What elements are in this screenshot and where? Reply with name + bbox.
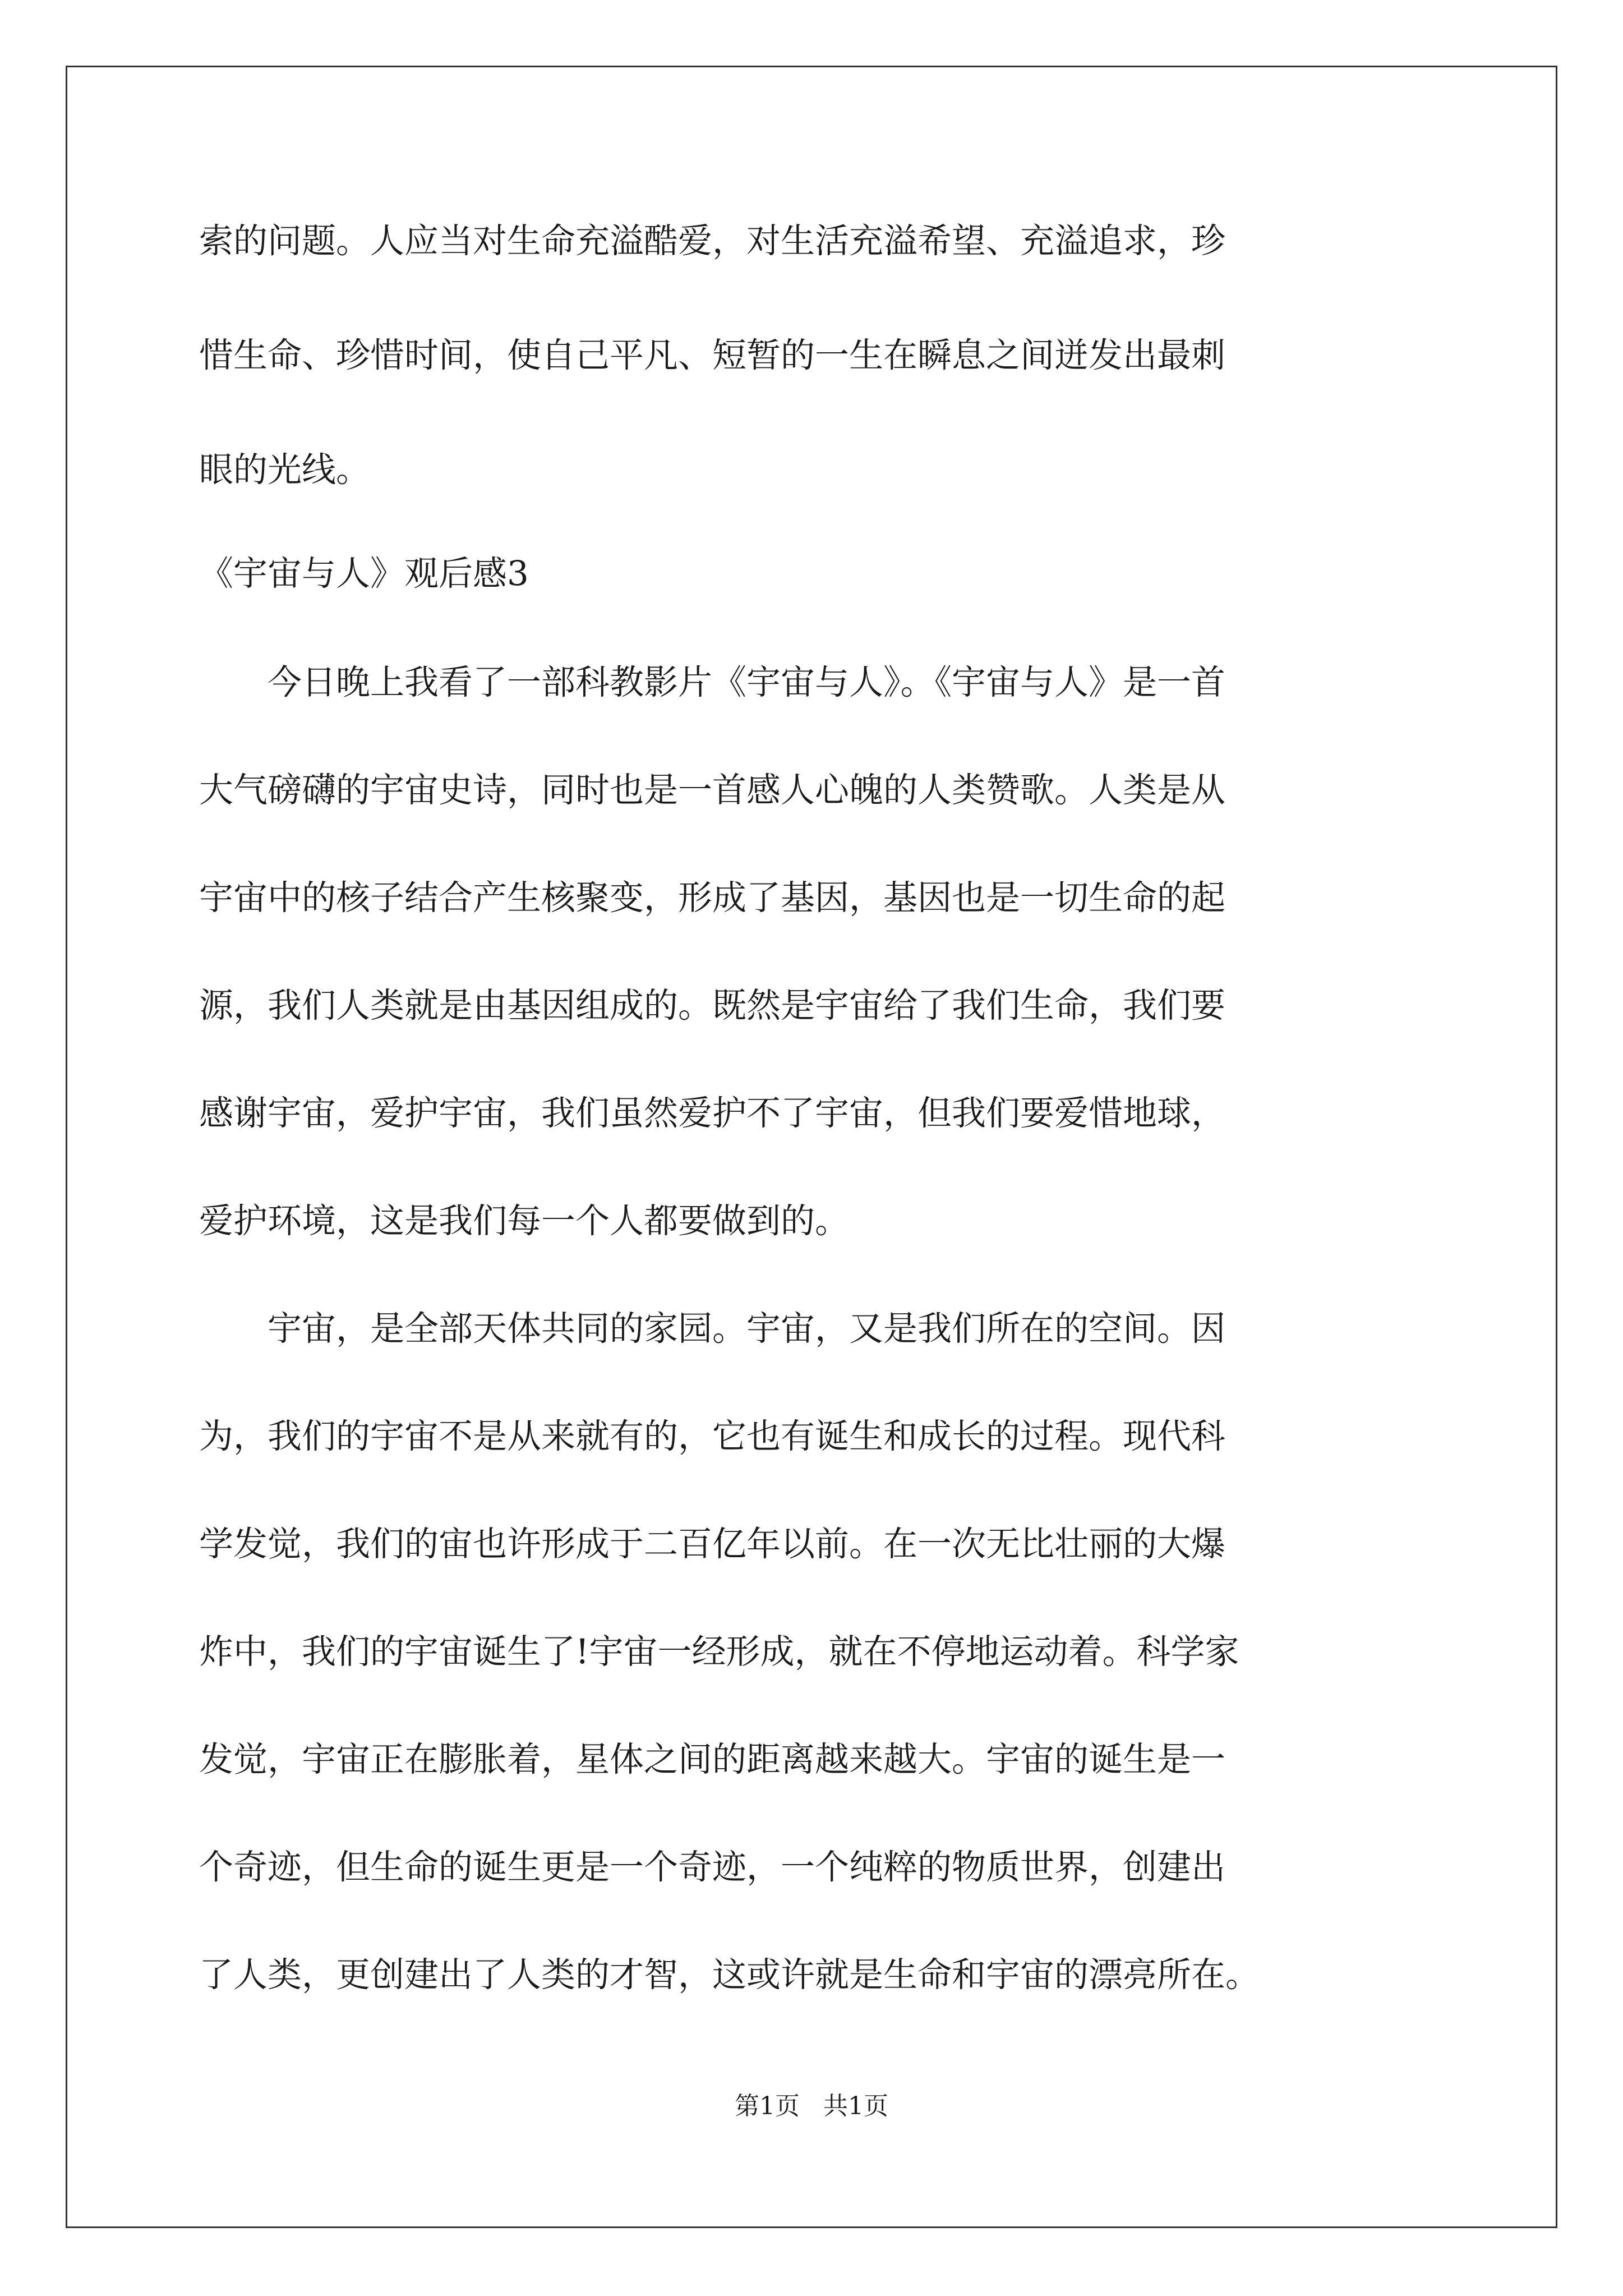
body-line-3: 眼的光线。 [199,450,371,490]
body-line-12: 为，我们的宇宙不是从来就有的，它也有诞生和成长的过程。现代科 [199,1416,1226,1456]
body-line-5: 今日晚上我看了一部科教影片《宇宙与人》。《宇宙与人》是一首 [199,662,1226,702]
body-line-14: 炸中，我们的宇宙诞生了!宇宙一经形成，就在不停地运动着。科学家 [199,1632,1239,1672]
body-line-13: 学发觉，我们的宙也许形成于二百亿年以前。在一次无比壮丽的大爆 [199,1524,1226,1564]
body-line-8: 源，我们人类就是由基因组成的。既然是宇宙给了我们生命，我们要 [199,986,1226,1025]
body-line-17: 了人类，更创建出了人类的才智，这或许就是生命和宇宙的漂亮所在。 [199,1955,1260,1995]
page-number-footer: 第1页 共1页 [735,2092,888,2120]
body-line-6: 大气磅礴的宇宙史诗，同时也是一首感人心魄的人类赞歌。人类是从 [199,770,1226,810]
body-line-2: 惜生命、珍惜时间，使自己平凡、短暂的一生在瞬息之间迸发出最刺 [199,335,1226,375]
body-line-15: 发觉，宇宙正在膨胀着，星体之间的距离越来越大。宇宙的诞生是一 [199,1740,1226,1779]
body-line-9: 感谢宇宙，爱护宇宙，我们虽然爱护不了宇宙，但我们要爱惜地球， [199,1093,1226,1133]
body-line-16: 个奇迹，但生命的诞生更是一个奇迹，一个纯粹的物质世界，创建出 [199,1847,1226,1887]
body-line-7: 宇宙中的核子结合产生核聚变，形成了基因，基因也是一切生命的起 [199,878,1226,918]
page-border [66,66,1557,2228]
body-line-1: 索的问题。人应当对生命充溢酷爱，对生活充溢希望、充溢追求，珍 [199,221,1226,261]
section-heading: 《宇宙与人》观后感3 [199,554,529,593]
body-line-11: 宇宙，是全部天体共同的家园。宇宙，又是我们所在的空间。因 [199,1309,1226,1349]
body-line-10: 爱护环境，这是我们每一个人都要做到的。 [199,1201,850,1241]
